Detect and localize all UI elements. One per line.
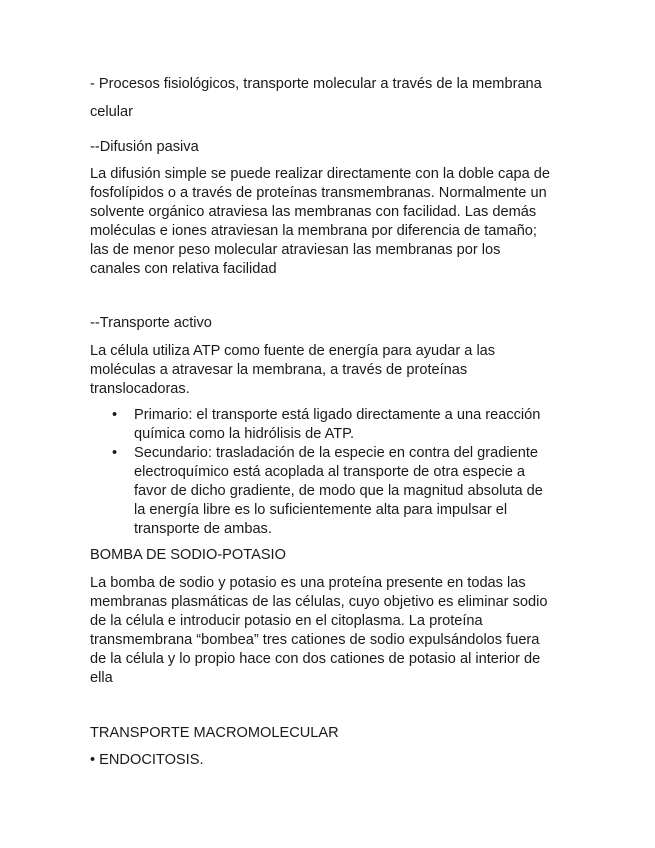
document-title-line-1: - Procesos fisiológicos, transporte molecular a través de la membrana [90, 76, 542, 92]
bullet-list-transporte-activo [90, 406, 570, 539]
text-line: transporte de ambas. [134, 521, 272, 537]
text-line: electroquímico está acoplada al transporte de otra especie a [134, 464, 526, 480]
text-line: química como la hidrólisis de ATP. [134, 426, 355, 442]
text-line: solvente orgánico atraviesa las membranas con facilidad. Las demás [90, 204, 537, 220]
bullet-icon: • [112, 445, 118, 461]
text-line: de la célula y lo propio hace con dos cationes de potasio al interior de [90, 651, 541, 667]
text-line: canales con relativa facilidad [90, 261, 277, 277]
list-item-primario [90, 406, 570, 444]
text-line: Primario: el transporte está ligado directamente a una reacción [134, 407, 541, 423]
text-line: translocadoras. [90, 381, 190, 397]
text-line: ella [90, 670, 113, 686]
text-line: las de menor peso molecular atraviesan las membranas por los [90, 242, 501, 258]
list-item-secundario [90, 444, 570, 539]
section-heading-transporte-macromolecular: TRANSPORTE MACROMOLECULAR [90, 725, 339, 741]
text-line: moléculas e iones atraviesan la membrana por diferencia de tamaño; [90, 223, 537, 239]
text-line: Secundario: trasladación de la especie en contra del gradiente [134, 445, 539, 461]
text-line: membranas plasmáticas de las células, cuyo objetivo es eliminar sodio [90, 594, 548, 610]
paragraph-bomba-sodio-potasio [90, 574, 570, 688]
text-line: La célula utiliza ATP como fuente de energía para ayudar a las [90, 343, 496, 359]
paragraph-transporte-activo [90, 342, 570, 399]
text-line: de la célula e introducir potasio en el citoplasma. La proteína [90, 613, 483, 629]
bullet-icon: • [112, 407, 118, 423]
text-line: fosfolípidos o a través de proteínas transmembranas. Normalmente un [90, 185, 547, 201]
text-line: La difusión simple se puede realizar directamente con la doble capa de [90, 166, 550, 182]
list-item-endocitosis: • ENDOCITOSIS. [90, 752, 204, 768]
text-line: la energía libre es lo suficientemente alta para impulsar el [134, 502, 508, 518]
section-heading-bomba-sodio-potasio: BOMBA DE SODIO-POTASIO [90, 547, 286, 563]
text-line: favor de dicho gradiente, de modo que la magnitud absoluta de [134, 483, 543, 499]
section-heading-transporte-activo: --Transporte activo [90, 315, 212, 331]
section-heading-difusion-pasiva: --Difusión pasiva [90, 139, 199, 155]
text-line: La bomba de sodio y potasio es una proteína presente en todas las [90, 575, 526, 591]
paragraph-difusion-pasiva [90, 165, 570, 279]
document-title-line-2: celular [90, 104, 133, 120]
text-line: transmembrana “bombea” tres cationes de sodio expulsándolos fuera [90, 632, 540, 648]
text-line: moléculas a atravesar la membrana, a través de proteínas [90, 362, 468, 378]
